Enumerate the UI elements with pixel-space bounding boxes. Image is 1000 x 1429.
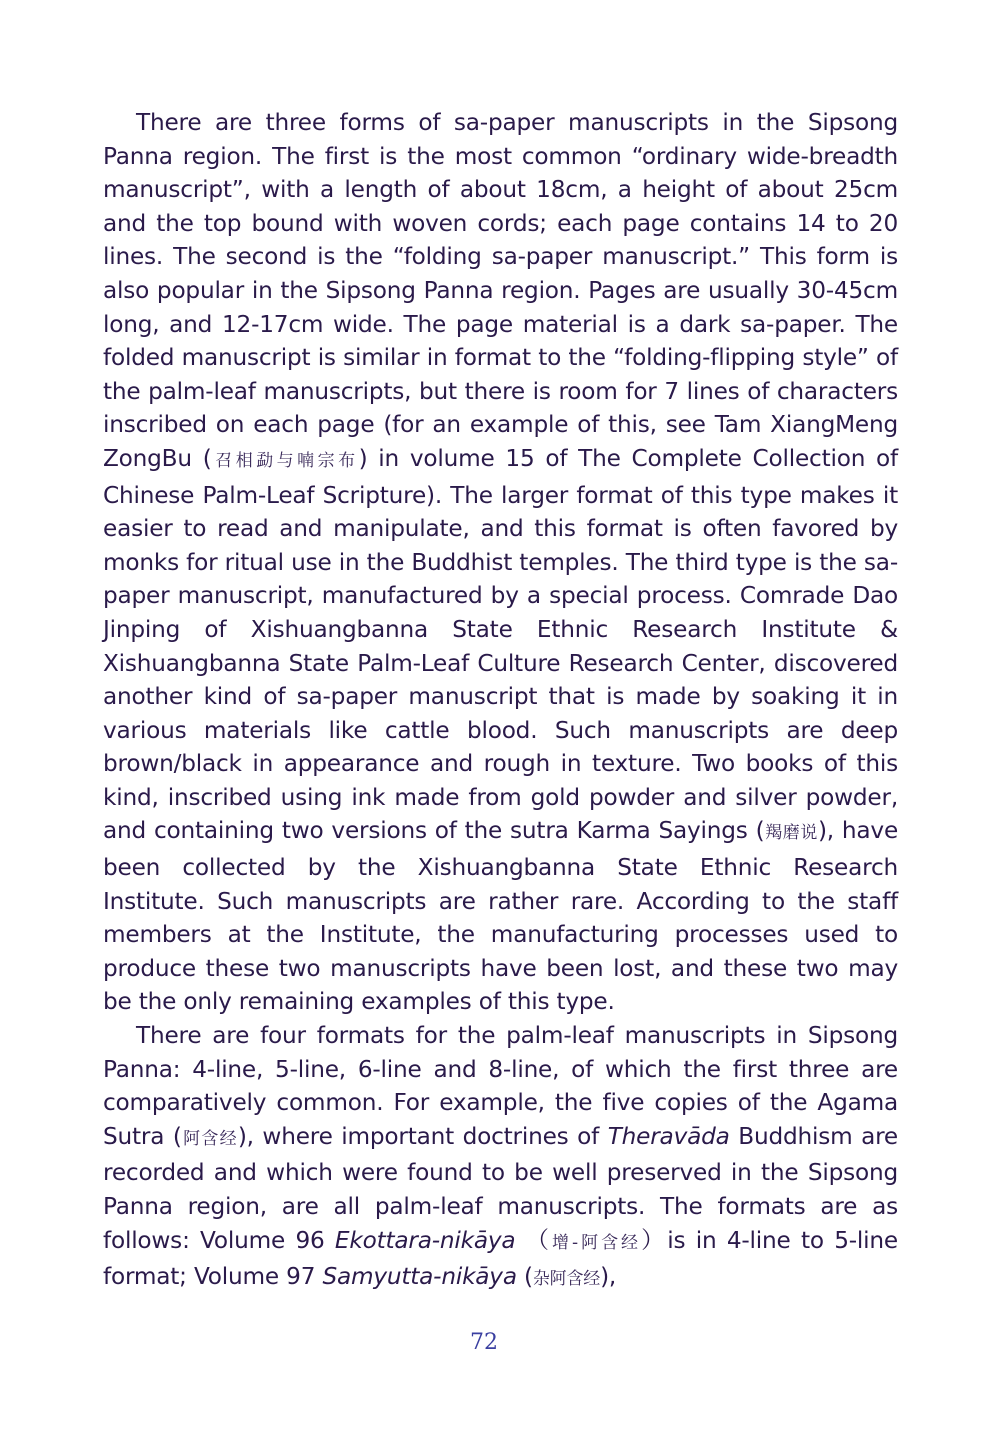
paragraph-text: ) in volume 15 of The Complete Collection of Chinese Palm-Leaf Scripture). The larger format of this type makes it easier to read and manipulate, and this format is often favored by monks for ritual use in the Buddhist temples. The third type is the sa-paper manuscript, manufactured by a special process. Comrade Dao Jinping of Xishuangbanna State Ethnic Research Institute & Xishuangbanna State Palm-Leaf Culture Research Center, discovered another kind of sa-paper manuscript that is made by soaking it in various materials like cattle blood. Such manuscripts are deep brown/black in appearance and rough in texture. Two books of this kind, inscribed using ink made from gold powder and silver powder, and containing two versions of the sutra Karma Sayings ( [103, 444, 898, 845]
chinese-title: 阿含经 [181, 1128, 238, 1149]
paragraph-text: ), [600, 1263, 617, 1291]
paragraph-text: There are three forms of sa-paper manuscripts in the Sipsong Panna region. The first is the most common “ordinary wide-breadth manuscript”, with a length of about 18cm, a height of about 25cm and the top bound with woven cords; each page contains 14 to 20 lines. The second is the “folding sa-paper manuscript.” This form is also popular in the Sipsong Panna region. Pages are usually 30-45cm long, and 12-17cm wide. The page material is a dark sa-paper. The folded manuscript is similar in format to the “folding-flipping style” of the palm-leaf manuscripts, but there is room for 7 lines of characters inscribed on each page (for an example of this, see Tam XiangMeng ZongBu ( [103, 109, 898, 472]
chinese-title: 羯磨说 [764, 823, 818, 844]
paragraph-text: （ [515, 1226, 552, 1254]
italic-term: Theravāda [607, 1122, 730, 1150]
italic-term: Samyutta-nikāya [322, 1263, 517, 1291]
paragraph-text: ( [516, 1263, 533, 1291]
paragraph-text: ), where important doctrines of [237, 1122, 608, 1150]
paragraph-text: Buddhism are recorded and which were found to be well preserved in the Sipsong Panna region, are all palm-leaf manuscripts. The formats are as follows: Volume 96 [103, 1122, 898, 1254]
italic-term: Ekottara-nikāya [334, 1226, 516, 1254]
page-number: 72 [470, 1330, 498, 1355]
paragraph-text: There are four formats for the palm-leaf manuscripts in Sipsong Panna: 4-line, 5-line, 6-line and 8-line, of which the first three are comparatively common. For example, the five copies of the Agama Sutra ( [103, 1022, 898, 1150]
chinese-title: 增-阿含经 [551, 1232, 642, 1253]
chinese-title: 召相勐与喃宗布 [211, 450, 359, 471]
chinese-title: 杂阿含经 [532, 1269, 601, 1290]
paragraph-text: ）is in 4-line to 5-line format; Volume 97 [103, 1226, 898, 1291]
paragraph-text: ), have been collected by the Xishuangbanna State Ethnic Research Institute. Such manuscripts are rather rare. According to the staff members at the Institute, the manufacturing processes used to produce these two manuscripts have been lost, and these two may be the only remaining examples of this type. [103, 817, 899, 1016]
paragraph [103, 1019, 898, 1297]
page-body [103, 106, 898, 1297]
paragraph [103, 106, 898, 1019]
